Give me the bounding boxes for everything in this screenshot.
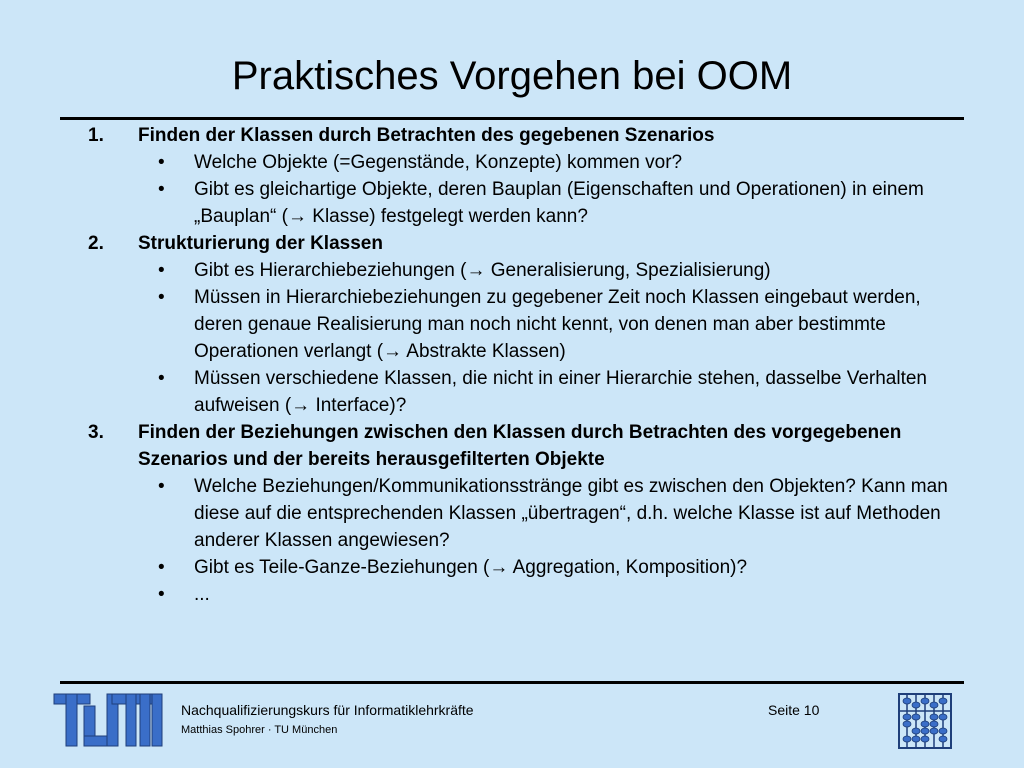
bullet-item — [138, 257, 968, 284]
bullet-dot: • — [158, 476, 165, 497]
bullet-text: Welche Beziehungen/Kommunikationsstränge gibt es zwischen den Objekten? Kann man diese auf die entsprechenden Klassen „übertragen“, d.h. welche Klasse ist auf Methoden anderer Klassen angewiesen? — [194, 476, 948, 551]
bullet-dot: • — [158, 368, 165, 389]
item-number: 1. — [88, 125, 104, 146]
item-number: 3. — [88, 422, 104, 443]
page-number: Seite 10 — [768, 702, 820, 718]
bullet-item — [138, 581, 968, 608]
bullet-item — [138, 554, 968, 581]
footer-course-name: Nachqualifizierungskurs für Informatiklehrkräfte — [181, 702, 474, 718]
bullet-list — [138, 473, 968, 608]
bullet-item — [138, 365, 968, 419]
bullet-text: Müssen in Hierarchiebeziehungen zu gegebener Zeit noch Klassen eingebaut werden, deren genaue Realisierung man noch nicht kennt, von denen man aber bestimmte Operationen verlangt (→ Abstrakte Klassen) — [194, 287, 921, 362]
abacus-logo-icon — [898, 693, 952, 749]
bullet-text: ... — [194, 584, 210, 605]
bullet-item — [138, 149, 968, 176]
footer-divider — [60, 681, 964, 684]
item-heading: Strukturierung der Klassen — [138, 233, 383, 254]
item-heading: Finden der Klassen durch Betrachten des gegebenen Szenarios — [138, 125, 715, 146]
bullet-item — [138, 284, 968, 365]
list-item-2 — [88, 230, 968, 419]
bullet-item — [138, 176, 968, 230]
item-number: 2. — [88, 233, 104, 254]
bullet-dot: • — [158, 152, 165, 173]
bullet-dot: • — [158, 260, 165, 281]
bullet-list — [138, 149, 968, 230]
bullet-text: Gibt es gleichartige Objekte, deren Bauplan (Eigenschaften und Operationen) in einem „Bauplan“ (→ Klasse) festgelegt werden kann? — [194, 179, 924, 227]
bullet-dot: • — [158, 557, 165, 578]
slide-content — [88, 122, 968, 608]
title-divider — [60, 117, 964, 120]
list-item-3 — [88, 419, 968, 608]
bullet-dot: • — [158, 287, 165, 308]
bullet-text: Welche Objekte (=Gegenstände, Konzepte) kommen vor? — [194, 152, 683, 173]
bullet-dot: • — [158, 584, 165, 605]
slide-title: Praktisches Vorgehen bei OOM — [231, 54, 793, 98]
list-item-1 — [88, 122, 968, 230]
bullet-text: Gibt es Hierarchiebeziehungen (→ Generalisierung, Spezialisierung) — [194, 260, 771, 281]
bullet-text: Gibt es Teile-Ganze-Beziehungen (→ Aggregation, Komposition)? — [194, 557, 748, 578]
bullet-item — [138, 473, 968, 554]
item-heading: Finden der Beziehungen zwischen den Klassen durch Betrachten des vorgegebenen Szenarios und der bereits herausgefilterten Objekte — [138, 422, 902, 470]
footer-author: Matthias Spohrer · TU München — [181, 724, 338, 736]
bullet-list — [138, 257, 968, 419]
bullet-text: Müssen verschiedene Klassen, die nicht in einer Hierarchie stehen, dasselbe Verhalten aufweisen (→ Interface)? — [194, 368, 927, 416]
tum-logo-icon — [52, 690, 164, 750]
bullet-dot: • — [158, 179, 165, 200]
